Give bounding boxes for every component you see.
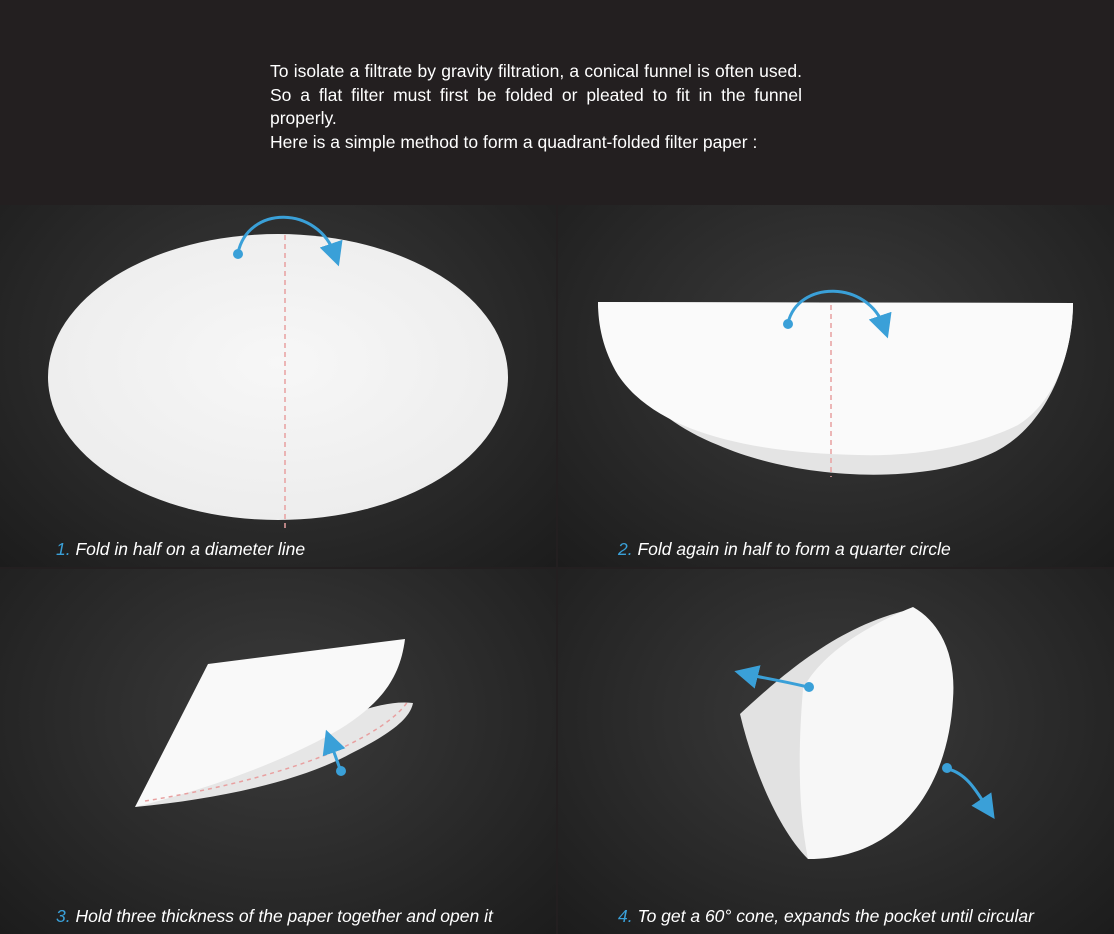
intro-paragraph: To isolate a filtrate by gravity filtration, a conical funnel is often used. So a flat filter must first be folded or pleated to fit in the funnel properly. <box>270 61 802 128</box>
step-text: Fold again in half to form a quarter circle <box>637 539 951 559</box>
step-number: 2. <box>618 539 633 559</box>
step-4-panel <box>558 569 1114 934</box>
step-1-panel <box>0 205 556 567</box>
cone-outer <box>800 607 954 859</box>
step-text: Hold three thickness of the paper together and open it <box>75 906 493 926</box>
step-3-caption <box>56 906 493 927</box>
half-circle-front <box>598 302 1073 455</box>
step-3-panel <box>0 569 556 934</box>
step-2-illustration <box>558 205 1114 567</box>
step-number: 1. <box>56 539 71 559</box>
intro-instruction: Here is a simple method to form a quadrant-folded filter paper : <box>270 131 758 152</box>
step-number: 3. <box>56 906 71 926</box>
filter-paper-circle <box>48 234 508 520</box>
step-1-illustration <box>0 205 556 567</box>
expand-arrow-icon <box>948 769 988 809</box>
step-4-caption <box>618 906 1034 927</box>
step-text: To get a 60° cone, expands the pocket until circular <box>637 906 1034 926</box>
arrow-dot <box>804 682 814 692</box>
step-4-illustration <box>558 569 1114 934</box>
arrow-dot <box>942 763 952 773</box>
arrow-dot <box>783 319 793 329</box>
step-2-caption <box>618 539 951 560</box>
step-2-panel <box>558 205 1114 567</box>
intro-text <box>270 60 802 154</box>
arrow-dot <box>233 249 243 259</box>
step-number: 4. <box>618 906 633 926</box>
step-1-caption <box>56 539 305 560</box>
step-text: Fold in half on a diameter line <box>75 539 306 559</box>
step-3-illustration <box>0 569 556 934</box>
arrow-dot <box>336 766 346 776</box>
